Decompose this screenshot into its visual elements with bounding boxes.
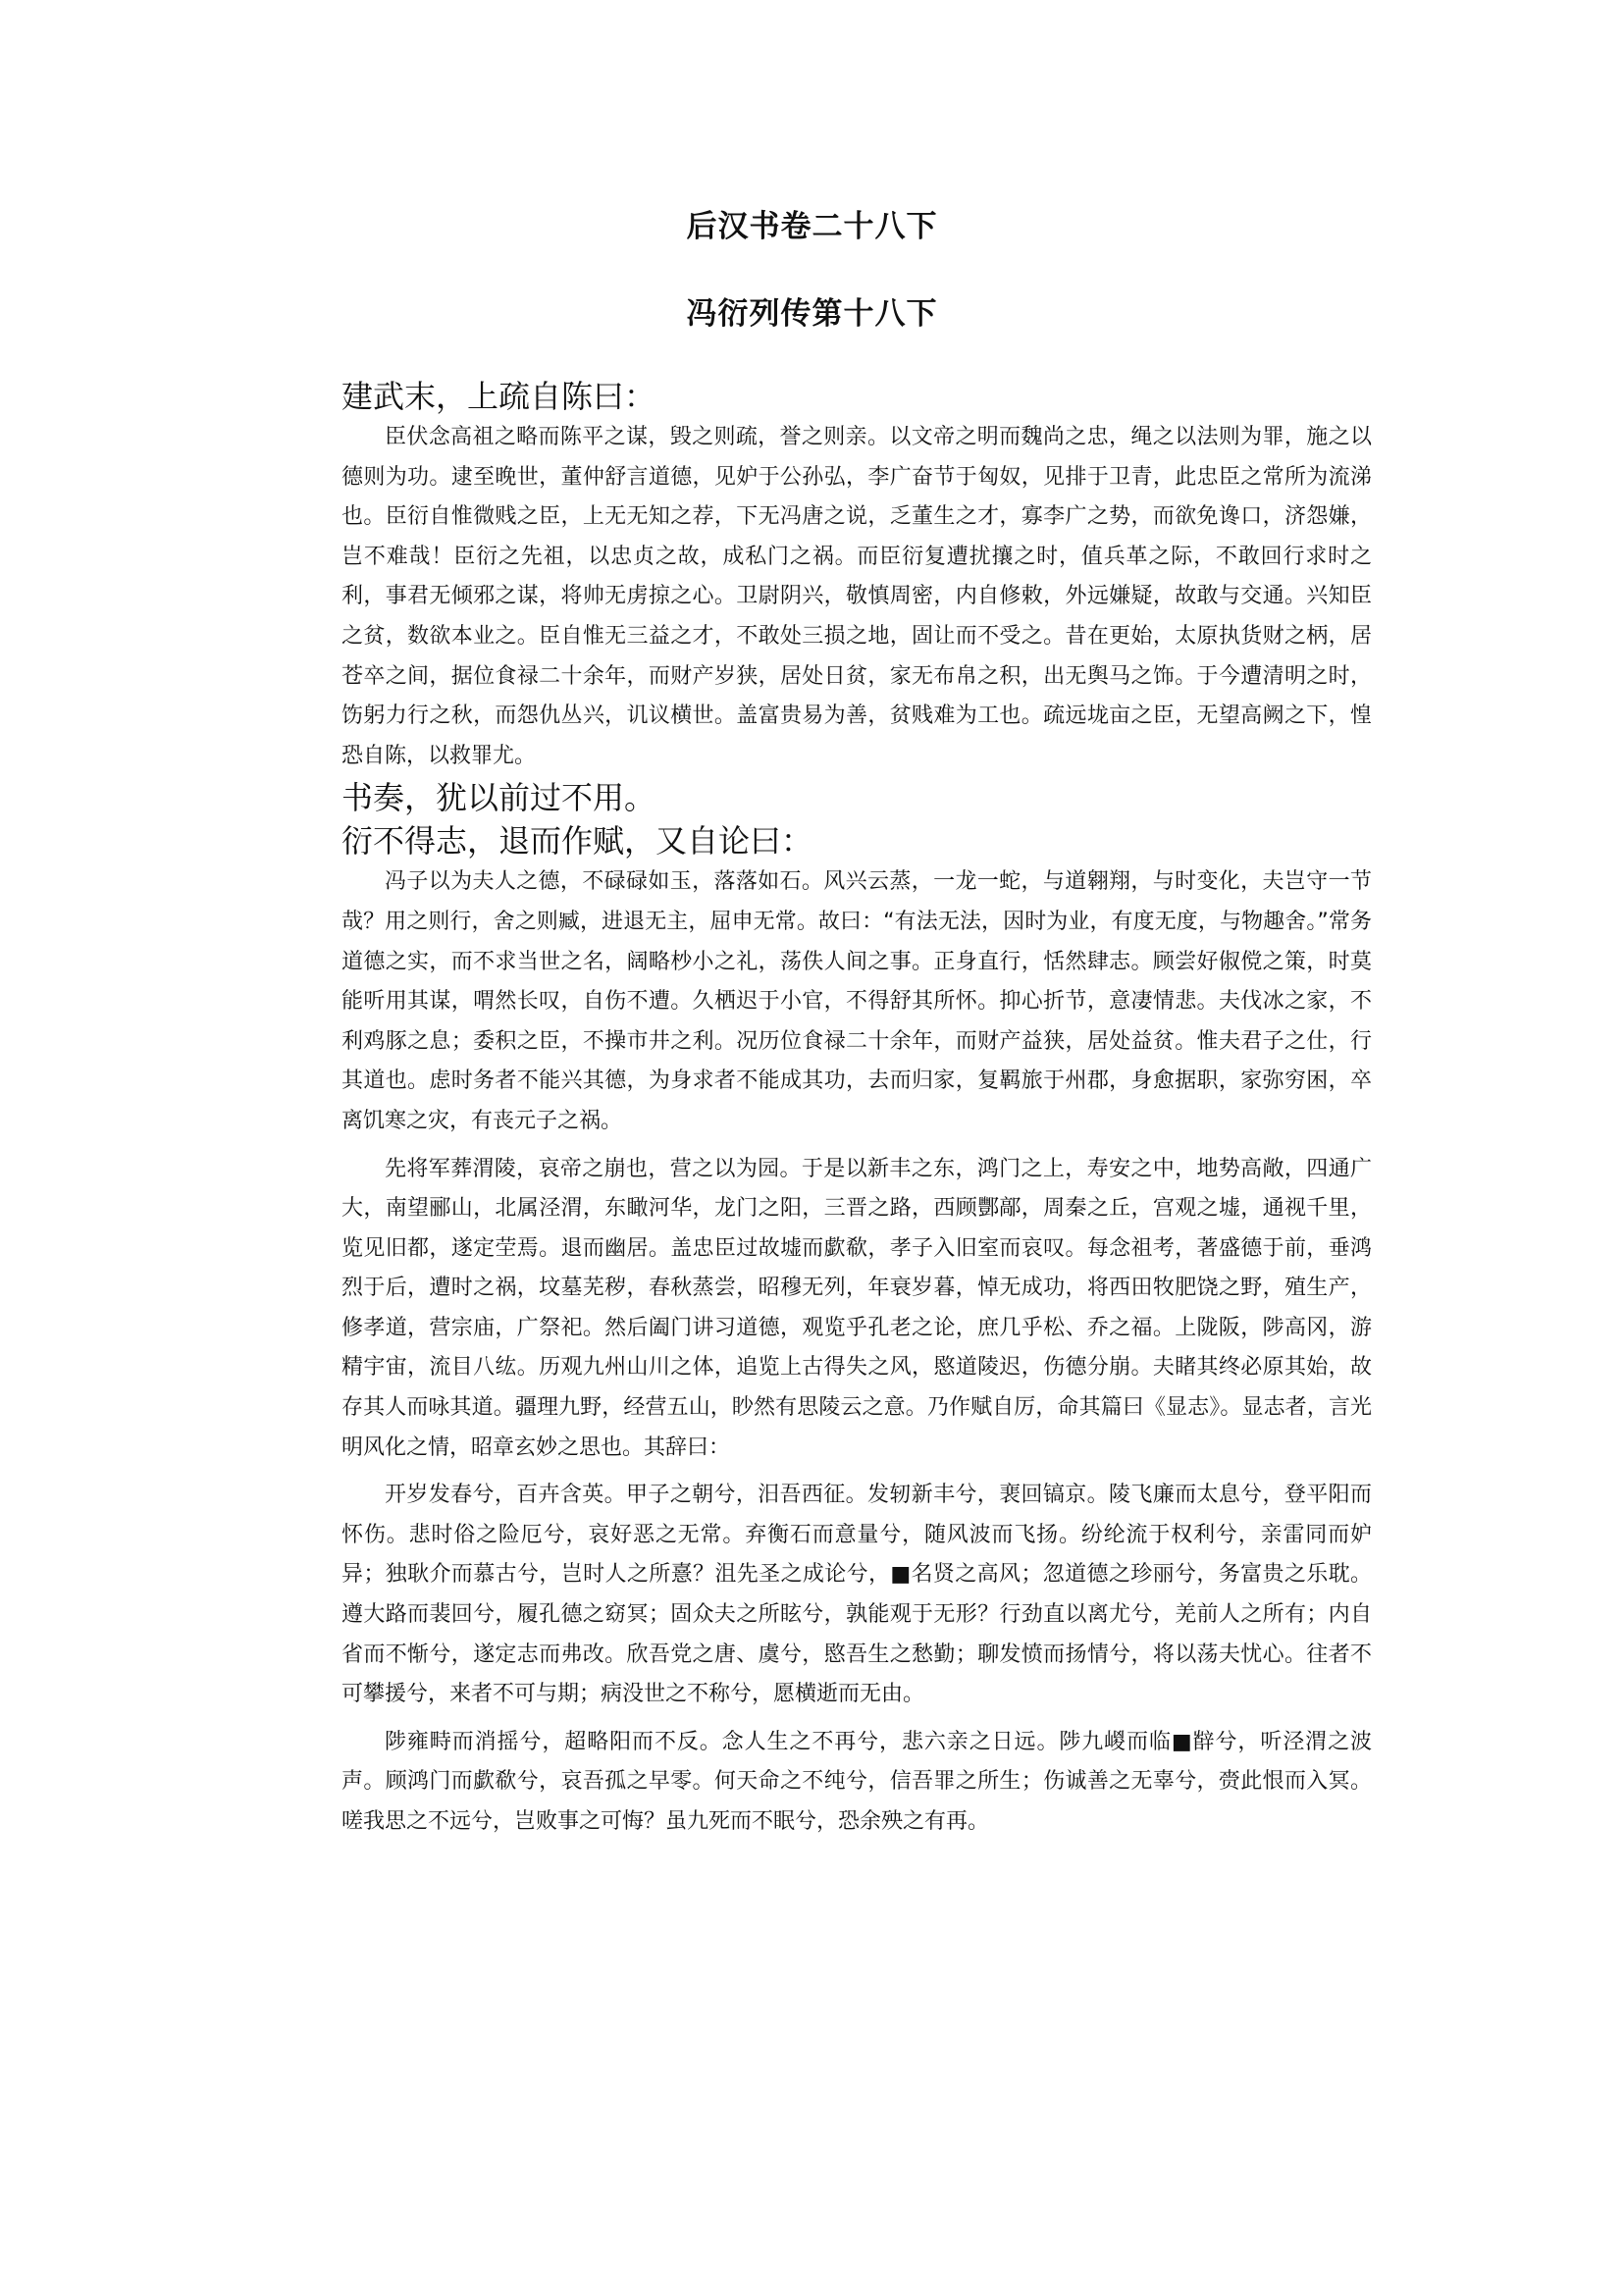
document-subtitle: 冯衍列传第十八下 [686,296,938,332]
section-heading: 衍不得志，退而作赋，又自论曰： [341,822,813,860]
section-heading: 书奏，犹以前过不用。 [341,779,656,817]
document-title: 后汉书卷二十八下 [686,209,938,244]
paragraph: 臣伏念高祖之略而陈平之谋，毁之则疏，誉之则亲。以文帝之明而魏尚之忠，绳之以法则为罪，施之以德则为功。逮至晚世，董仲舒言道德，见妒于公孙弘，李广奋节于匈奴，见排于卫青，此忠臣之常所为流涕也。臣衍自惟微贱之臣，上无无知之荐，下无冯唐之说，乏董生之才，寡李广之势，而欲免谗口，济怨嫌，岂不难哉！臣衍之先祖，以忠贞之故，成私门之祸。而臣衍复遭扰攘之时，值兵革之际，不敢回行求时之利，事君无倾邪之谋，将帅无虏掠之心。卫尉阴兴，敬慎周密，内自修敕，外远嫌疑，故敢与交通。兴知臣之贫，数欲本业之。臣自惟无三益之才，不敢处三损之地，固让而不受之。昔在更始，太原执货财之柄，居苍卒之间，据位食禄二十余年，而财产岁狭，居处日贫，家无布帛之积，出无舆马之饰。于今遭清明之时，饬躬力行之秋，而怨仇丛兴，讥议横世。盖富贵易为善，贫贱难为工也。疏远垅亩之臣，无望高阙之下，惶恐自陈，以救罪尤。 [341,425,1372,768]
document-body [341,375,1372,1843]
paragraph: 冯子以为夫人之德，不碌碌如玉，落落如石。风兴云蒸，一龙一蛇，与道翱翔，与时变化，夫岂守一节哉？用之则行，舍之则臧，进退无主，屈申无常。故曰：“有法无法，因时为业，有度无度，与物趣舍。”常务道德之实，而不求当世之名，阔略杪小之礼，荡佚人间之事。正身直行，恬然肆志。顾尝好俶傥之策，时莫能听用其谋，喟然长叹，自伤不遭。久栖迟于小官，不得舒其所怀。抑心折节，意凄情悲。夫伐冰之家，不利鸡豚之息；委积之臣，不操市井之利。况历位食禄二十余年，而财产益狭，居处益贫。惟夫君子之仕，行其道也。虑时务者不能兴其德，为身求者不能成其功，去而归家，复羁旅于州郡，身愈据职，家弥穷困，卒离饥寒之灾，有丧元子之祸。 [341,869,1372,1133]
section-heading: 建武末，上疏自陈曰： [341,378,656,415]
paragraph: 陟雍畤而消摇兮，超略阳而不反。念人生之不再兮，悲六亲之日远。陟九嵕而临■辥兮，听泾渭之波声。顾鸿门而歔欷兮，哀吾孤之早零。何天命之不纯兮，信吾罪之所生；伤诚善之无辜兮，赍此恨而入冥。嗟我思之不远兮，岂败事之可悔？虽九死而不眠兮，恐余殃之有再。 [341,1729,1372,1834]
paragraph: 开岁发春兮，百卉含英。甲子之朝兮，汨吾西征。发轫新丰兮，裵回镐京。陵飞廉而太息兮，登平阳而怀伤。悲时俗之险厄兮，哀好恶之无常。弃衡石而意量兮，随风波而飞扬。纷纶流于权利兮，亲雷同而妒异；独耿介而慕古兮，岂时人之所憙？沮先圣之成论兮，■名贤之高风；忽道德之珍丽兮，务富贵之乐耽。遵大路而裴回兮，履孔德之窈冥；固众夫之所眩兮，孰能观于无形？行劲直以离尤兮，羌前人之所有；内自省而不惭兮，遂定志而弗改。欣吾党之唐、虞兮，愍吾生之愁勤；聊发愤而扬情兮，将以荡夫忧心。往者不可攀援兮，来者不可与期；病没世之不称兮，愿横逝而无由。 [341,1483,1372,1707]
paragraph: 先将军葬渭陵，哀帝之崩也，营之以为园。于是以新丰之东，鸿门之上，寿安之中，地势高敞，四通广大，南望郦山，北属泾渭，东瞰河华，龙门之阳，三晋之路，西顾酆鄗，周秦之丘，宫观之墟，通视千里，览见旧都，遂定茔焉。退而幽居。盖忠臣过故墟而歔欷，孝子入旧室而哀叹。每念祖考，著盛德于前，垂鸿烈于后，遭时之祸，坟墓芜秽，春秋蒸尝，昭穆无列，年衰岁暮，悼无成功，将西田牧肥饶之野，殖生产，修孝道，营宗庙，广祭祀。然后阖门讲习道德，观览乎孔老之论，庶几乎松、乔之福。上陇阪，陟高冈，游精宇宙，流目八纮。历观九州山川之体，追览上古得失之风，愍道陵迟，伤德分崩。夫睹其终必原其始，故存其人而咏其道。疆理九野，经营五山，眇然有思陵云之意。乃作赋自厉，命其篇曰《显志》。显志者，言光明风化之情，昭章玄妙之思也。其辞曰： [341,1156,1372,1460]
